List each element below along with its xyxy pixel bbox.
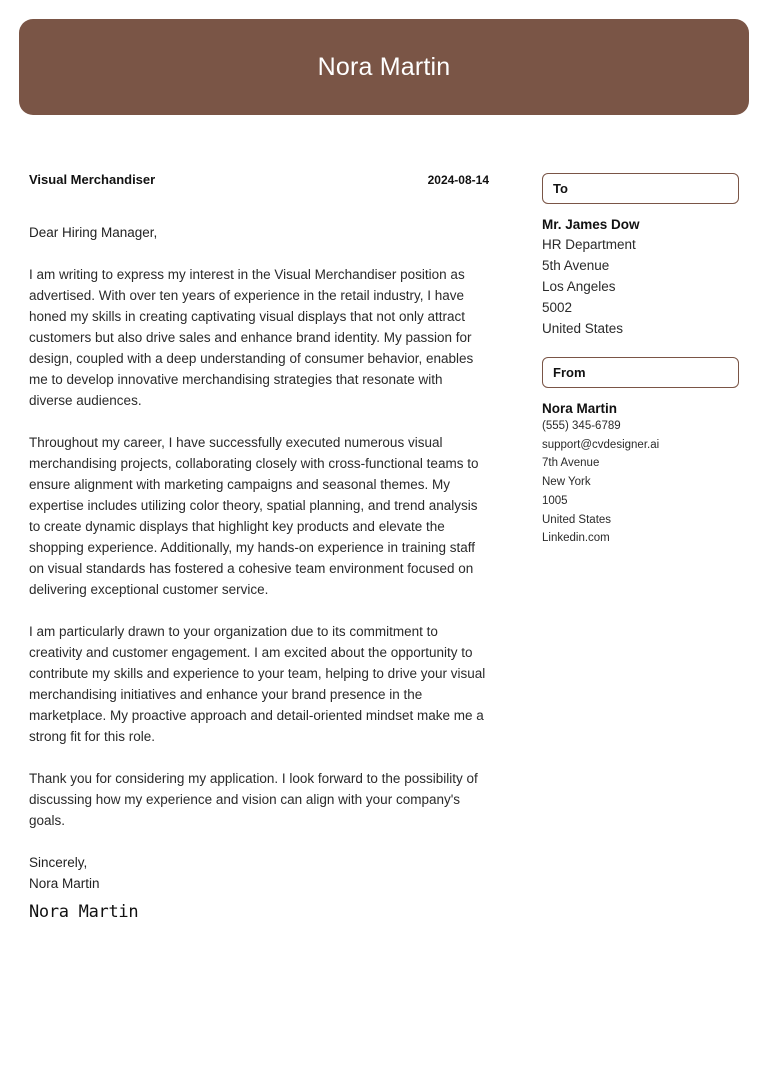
sender-zip: 1005 bbox=[542, 494, 568, 507]
position-title: Visual Merchandiser bbox=[29, 172, 156, 187]
greeting: Dear Hiring Manager, bbox=[29, 225, 158, 240]
letter-body bbox=[29, 172, 489, 922]
from-label-box bbox=[542, 357, 739, 388]
signature: Nora Martin bbox=[29, 902, 139, 922]
recipient-name: Mr. James Dow bbox=[542, 217, 640, 232]
closing-name: Nora Martin bbox=[29, 876, 100, 891]
sender-city: New York bbox=[542, 476, 591, 489]
paragraph-4: Thank you for considering my application. I look forward to the possibility of discussing how my experience and vision can align with your company's goals. bbox=[29, 771, 478, 828]
letter-meta bbox=[29, 172, 489, 192]
sender-block bbox=[542, 357, 739, 548]
paragraph-3: I am particularly drawn to your organization due to its commitment to creativity and customer engagement. I am excited about the opportunity to contribute my skills and experience to your team, helping to drive your visual merchandising initiatives and enhance your brand presence in the marketplace. My proactive approach and detail-oriented mindset make me a strong fit for this role. bbox=[29, 624, 486, 744]
closing-block bbox=[29, 852, 489, 894]
header-name: Nora Martin bbox=[317, 52, 451, 81]
sender-street: 7th Avenue bbox=[542, 457, 600, 470]
sender-country: United States bbox=[542, 513, 612, 526]
paragraph-2: Throughout my career, I have successfully executed numerous visual merchandising projects, collaborating closely with cross-functional teams to ensure alignment with marketing campaigns and seasonal themes. My expertise includes utilizing color theory, spatial planning, and trend analysis to create dynamic displays that highlight key products and elevate the shopping experience. Additionally, my hands-on experience in training staff on visual standards has fostered a cohesive team environment focused on delivering exceptional customer service. bbox=[29, 435, 479, 597]
sender-name: Nora Martin bbox=[542, 401, 618, 416]
recipient-country: United States bbox=[542, 321, 624, 336]
closing-salutation: Sincerely, bbox=[29, 855, 88, 870]
recipient-block bbox=[542, 173, 739, 339]
recipient-city: Los Angeles bbox=[542, 279, 616, 294]
recipient-department: HR Department bbox=[542, 237, 636, 252]
from-label: From bbox=[553, 365, 586, 380]
sender-phone: (555) 345-6789 bbox=[542, 420, 621, 432]
letter-date: 2024-08-14 bbox=[427, 173, 489, 187]
paragraph-1: I am writing to express my interest in the Visual Merchandiser position as advertised. With over ten years of experience in the retail industry, I have honed my skills in creating captivating visual displays that not only attract customers but also drive sales and enhance brand identity. My passion for design, coupled with a deep understanding of consumer behavior, enables me to develop innovative merchandising strategies that resonate with diverse audiences. bbox=[29, 267, 474, 408]
recipient-zip: 5002 bbox=[542, 300, 573, 315]
recipient-street: 5th Avenue bbox=[542, 258, 610, 273]
header-banner bbox=[19, 19, 749, 115]
sender-email[interactable]: support@cvdesigner.ai bbox=[542, 438, 660, 451]
to-label: To bbox=[553, 181, 568, 196]
to-label-box bbox=[542, 173, 739, 204]
sender-website[interactable]: Linkedin.com bbox=[542, 532, 610, 545]
